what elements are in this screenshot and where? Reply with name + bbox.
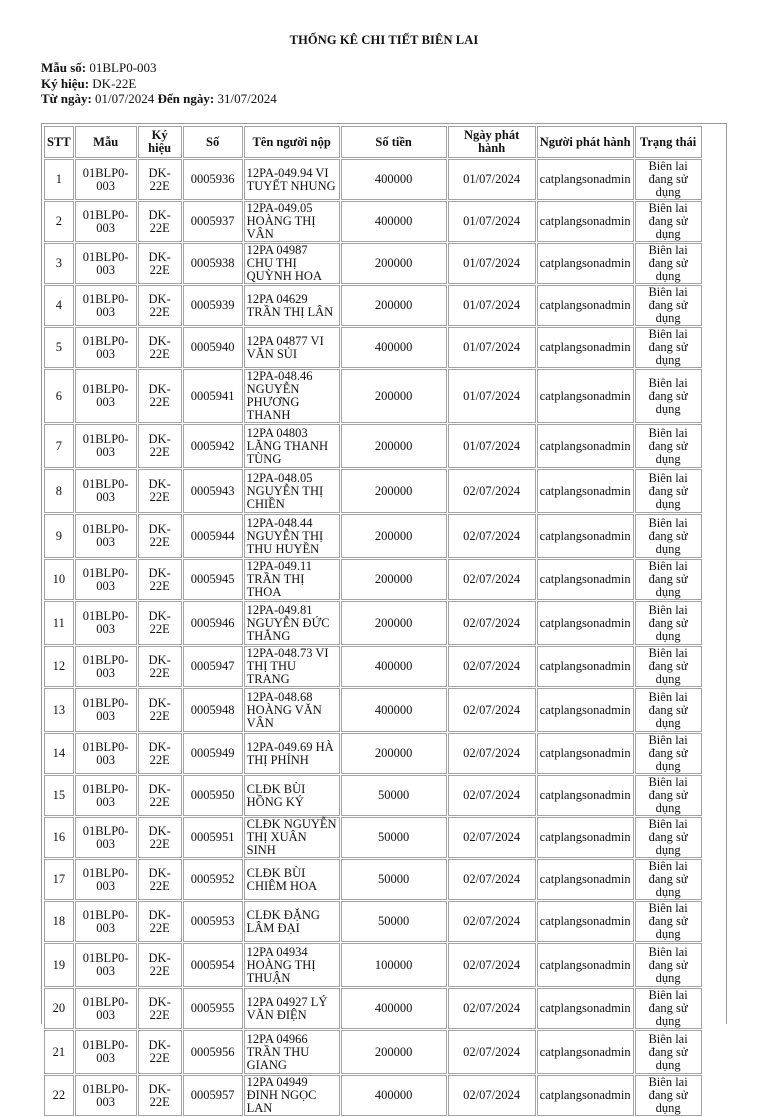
so-tien-cell: 400000	[341, 327, 447, 368]
ten-nguoi-nop-cell: 12PA-048.44 NGUYỄN THỊ THU HUYỀN	[244, 514, 340, 558]
so-cell: 0005957	[183, 1075, 243, 1116]
trang-thai-cell: Biên lai đang sử dụng	[635, 901, 702, 942]
so-cell: 0005941	[183, 369, 243, 423]
mau-cell: 01BLP0-003	[75, 901, 137, 942]
so-tien-cell: 50000	[341, 859, 447, 900]
so-cell: 0005940	[183, 327, 243, 368]
ten-nguoi-nop-cell: 12PA 04877 VI VĂN SỦI	[244, 327, 340, 368]
stt-cell: 7	[44, 424, 74, 468]
ten-nguoi-nop-cell: CLĐK BÙI HỒNG KÝ	[244, 775, 340, 816]
stt-cell: 20	[44, 988, 74, 1029]
receipt-table	[43, 125, 703, 1117]
nguoi-phat-hanh-cell: catplangsonadmin	[537, 159, 634, 200]
so-cell: 0005952	[183, 859, 243, 900]
mau-cell: 01BLP0-003	[75, 243, 137, 284]
ten-nguoi-nop-cell: 12PA-049.94 VI TUYẾT NHUNG	[244, 159, 340, 200]
so-cell: 0005955	[183, 988, 243, 1029]
ngay-phat-hanh-cell: 02/07/2024	[448, 733, 536, 774]
table-row	[44, 559, 702, 600]
ten-nguoi-nop-cell: 12PA-048.73 VI THỊ THU TRANG	[244, 646, 340, 687]
nguoi-phat-hanh-cell: catplangsonadmin	[537, 901, 634, 942]
nguoi-phat-hanh-cell: catplangsonadmin	[537, 943, 634, 987]
ky-hieu-cell: DK-22E	[138, 243, 182, 284]
mau-cell: 01BLP0-003	[75, 775, 137, 816]
receipt-table-frame	[41, 123, 727, 1115]
so-cell: 0005943	[183, 469, 243, 513]
stt-cell: 13	[44, 688, 74, 732]
stt-cell: 11	[44, 601, 74, 645]
stt-cell: 3	[44, 243, 74, 284]
nguoi-phat-hanh-cell: catplangsonadmin	[537, 514, 634, 558]
table-row	[44, 201, 702, 242]
so-cell: 0005938	[183, 243, 243, 284]
trang-thai-cell: Biên lai đang sử dụng	[635, 733, 702, 774]
ky-hieu-cell: DK-22E	[138, 775, 182, 816]
trang-thai-cell: Biên lai đang sử dụng	[635, 285, 702, 326]
series-label: Ký hiệu:	[41, 75, 90, 91]
ten-nguoi-nop-cell: CLĐK BÙI CHIÊM HOA	[244, 859, 340, 900]
so-cell: 0005953	[183, 901, 243, 942]
ky-hieu-cell: DK-22E	[138, 688, 182, 732]
mau-cell: 01BLP0-003	[75, 201, 137, 242]
trang-thai-cell: Biên lai đang sử dụng	[635, 327, 702, 368]
table-row	[44, 943, 702, 987]
table-row	[44, 733, 702, 774]
to-date-value: 31/07/2024	[217, 91, 277, 106]
col-so-tien-header: Số tiền	[341, 126, 447, 158]
to-date-label: Đến ngày:	[157, 91, 215, 106]
table-row	[44, 159, 702, 200]
table-row	[44, 601, 702, 645]
mau-cell: 01BLP0-003	[75, 285, 137, 326]
table-row	[44, 688, 702, 732]
ten-nguoi-nop-cell: 12PA 04949 ĐINH NGỌC LAN	[244, 1075, 340, 1116]
ky-hieu-cell: DK-22E	[138, 601, 182, 645]
ten-nguoi-nop-cell: 12PA-049.69 HÀ THỊ PHỈNH	[244, 733, 340, 774]
trang-thai-cell: Biên lai đang sử dụng	[635, 775, 702, 816]
ngay-phat-hanh-cell: 02/07/2024	[448, 514, 536, 558]
ky-hieu-cell: DK-22E	[138, 285, 182, 326]
so-tien-cell: 400000	[341, 1075, 447, 1116]
ky-hieu-cell: DK-22E	[138, 201, 182, 242]
ngay-phat-hanh-cell: 01/07/2024	[448, 243, 536, 284]
so-tien-cell: 400000	[341, 646, 447, 687]
trang-thai-cell: Biên lai đang sử dụng	[635, 469, 702, 513]
ngay-phat-hanh-cell: 02/07/2024	[448, 988, 536, 1029]
trang-thai-cell: Biên lai đang sử dụng	[635, 943, 702, 987]
stt-cell: 22	[44, 1075, 74, 1116]
stt-cell: 10	[44, 559, 74, 600]
ky-hieu-cell: DK-22E	[138, 327, 182, 368]
trang-thai-cell: Biên lai đang sử dụng	[635, 1075, 702, 1116]
so-tien-cell: 200000	[341, 559, 447, 600]
mau-cell: 01BLP0-003	[75, 688, 137, 732]
ngay-phat-hanh-cell: 02/07/2024	[448, 1075, 536, 1116]
so-cell: 0005949	[183, 733, 243, 774]
so-tien-cell: 200000	[341, 733, 447, 774]
trang-thai-cell: Biên lai đang sử dụng	[635, 559, 702, 600]
from-date-label: Từ ngày:	[41, 91, 92, 106]
nguoi-phat-hanh-cell: catplangsonadmin	[537, 469, 634, 513]
ten-nguoi-nop-cell: 12PA-049.05 HOÀNG THỊ VÂN	[244, 201, 340, 242]
nguoi-phat-hanh-cell: catplangsonadmin	[537, 285, 634, 326]
so-tien-cell: 200000	[341, 601, 447, 645]
stt-cell: 15	[44, 775, 74, 816]
table-row	[44, 285, 702, 326]
series-line	[41, 76, 277, 92]
so-tien-cell: 100000	[341, 943, 447, 987]
mau-cell: 01BLP0-003	[75, 1030, 137, 1074]
stt-cell: 21	[44, 1030, 74, 1074]
ngay-phat-hanh-cell: 02/07/2024	[448, 943, 536, 987]
ten-nguoi-nop-cell: 12PA 04629 TRẦN THỊ LÂN	[244, 285, 340, 326]
mau-cell: 01BLP0-003	[75, 369, 137, 423]
stt-cell: 1	[44, 159, 74, 200]
ngay-phat-hanh-cell: 02/07/2024	[448, 601, 536, 645]
table-row	[44, 469, 702, 513]
ky-hieu-cell: DK-22E	[138, 469, 182, 513]
col-so-header: Số	[183, 126, 243, 158]
so-tien-cell: 200000	[341, 514, 447, 558]
ten-nguoi-nop-cell: 12PA-048.68 HOÀNG VĂN VÂN	[244, 688, 340, 732]
page-title: THỐNG KÊ CHI TIẾT BIÊN LAI	[289, 33, 479, 47]
table-row	[44, 988, 702, 1029]
so-cell: 0005946	[183, 601, 243, 645]
ten-nguoi-nop-cell: 12PA 04927 LÝ VĂN ĐIỆN	[244, 988, 340, 1029]
col-stt-header: STT	[44, 126, 74, 158]
so-cell: 0005944	[183, 514, 243, 558]
form-number-line	[41, 60, 277, 76]
so-tien-cell: 50000	[341, 775, 447, 816]
nguoi-phat-hanh-cell: catplangsonadmin	[537, 859, 634, 900]
ngay-phat-hanh-cell: 01/07/2024	[448, 424, 536, 468]
table-row	[44, 424, 702, 468]
so-tien-cell: 400000	[341, 688, 447, 732]
trang-thai-cell: Biên lai đang sử dụng	[635, 988, 702, 1029]
col-ky-hieu-header: Ký hiệu	[138, 126, 182, 158]
so-cell: 0005948	[183, 688, 243, 732]
ngay-phat-hanh-cell: 02/07/2024	[448, 901, 536, 942]
nguoi-phat-hanh-cell: catplangsonadmin	[537, 424, 634, 468]
mau-cell: 01BLP0-003	[75, 469, 137, 513]
nguoi-phat-hanh-cell: catplangsonadmin	[537, 201, 634, 242]
nguoi-phat-hanh-cell: catplangsonadmin	[537, 369, 634, 423]
nguoi-phat-hanh-cell: catplangsonadmin	[537, 243, 634, 284]
mau-cell: 01BLP0-003	[75, 943, 137, 987]
ngay-phat-hanh-cell: 02/07/2024	[448, 688, 536, 732]
so-cell: 0005947	[183, 646, 243, 687]
table-row	[44, 901, 702, 942]
mau-cell: 01BLP0-003	[75, 1075, 137, 1116]
mau-cell: 01BLP0-003	[75, 733, 137, 774]
so-cell: 0005951	[183, 817, 243, 858]
ky-hieu-cell: DK-22E	[138, 514, 182, 558]
ngay-phat-hanh-cell: 01/07/2024	[448, 159, 536, 200]
from-date-value: 01/07/2024	[95, 91, 155, 106]
so-cell: 0005936	[183, 159, 243, 200]
ky-hieu-cell: DK-22E	[138, 943, 182, 987]
trang-thai-cell: Biên lai đang sử dụng	[635, 1030, 702, 1074]
stt-cell: 2	[44, 201, 74, 242]
mau-cell: 01BLP0-003	[75, 424, 137, 468]
stt-cell: 5	[44, 327, 74, 368]
col-trang-thai-header: Trạng thái	[635, 126, 702, 158]
nguoi-phat-hanh-cell: catplangsonadmin	[537, 988, 634, 1029]
ten-nguoi-nop-cell: 12PA 04987 CHU THỊ QUỲNH HOA	[244, 243, 340, 284]
ky-hieu-cell: DK-22E	[138, 988, 182, 1029]
so-tien-cell: 400000	[341, 159, 447, 200]
ngay-phat-hanh-cell: 02/07/2024	[448, 469, 536, 513]
mau-cell: 01BLP0-003	[75, 559, 137, 600]
trang-thai-cell: Biên lai đang sử dụng	[635, 601, 702, 645]
trang-thai-cell: Biên lai đang sử dụng	[635, 817, 702, 858]
nguoi-phat-hanh-cell: catplangsonadmin	[537, 733, 634, 774]
ngay-phat-hanh-cell: 02/07/2024	[448, 817, 536, 858]
ngay-phat-hanh-cell: 02/07/2024	[448, 559, 536, 600]
ky-hieu-cell: DK-22E	[138, 369, 182, 423]
form-number-value: 01BLP0-003	[89, 60, 157, 75]
so-tien-cell: 200000	[341, 243, 447, 284]
nguoi-phat-hanh-cell: catplangsonadmin	[537, 646, 634, 687]
nguoi-phat-hanh-cell: catplangsonadmin	[537, 601, 634, 645]
table-row	[44, 775, 702, 816]
stt-cell: 9	[44, 514, 74, 558]
table-row	[44, 514, 702, 558]
col-ten-nguoi-nop-header: Tên người nộp	[244, 126, 340, 158]
table-row	[44, 327, 702, 368]
so-cell: 0005954	[183, 943, 243, 987]
so-cell: 0005942	[183, 424, 243, 468]
nguoi-phat-hanh-cell: catplangsonadmin	[537, 1075, 634, 1116]
col-mau-header: Mẫu	[75, 126, 137, 158]
so-tien-cell: 200000	[341, 369, 447, 423]
ky-hieu-cell: DK-22E	[138, 1075, 182, 1116]
ten-nguoi-nop-cell: 12PA-048.05 NGUYỄN THỊ CHIỀN	[244, 469, 340, 513]
trang-thai-cell: Biên lai đang sử dụng	[635, 424, 702, 468]
ky-hieu-cell: DK-22E	[138, 559, 182, 600]
ngay-phat-hanh-cell: 01/07/2024	[448, 285, 536, 326]
trang-thai-cell: Biên lai đang sử dụng	[635, 243, 702, 284]
mau-cell: 01BLP0-003	[75, 646, 137, 687]
ngay-phat-hanh-cell: 02/07/2024	[448, 646, 536, 687]
ky-hieu-cell: DK-22E	[138, 817, 182, 858]
nguoi-phat-hanh-cell: catplangsonadmin	[537, 1030, 634, 1074]
so-cell: 0005945	[183, 559, 243, 600]
nguoi-phat-hanh-cell: catplangsonadmin	[537, 817, 634, 858]
table-row	[44, 1075, 702, 1116]
ky-hieu-cell: DK-22E	[138, 646, 182, 687]
ten-nguoi-nop-cell: 12PA 04803 LĂNG THANH TÙNG	[244, 424, 340, 468]
ten-nguoi-nop-cell: 12PA-049.11 TRẦN THỊ THOA	[244, 559, 340, 600]
so-tien-cell: 200000	[341, 1030, 447, 1074]
mau-cell: 01BLP0-003	[75, 601, 137, 645]
form-number-label: Mẫu số:	[41, 60, 87, 75]
stt-cell: 16	[44, 817, 74, 858]
nguoi-phat-hanh-cell: catplangsonadmin	[537, 327, 634, 368]
ngay-phat-hanh-cell: 01/07/2024	[448, 369, 536, 423]
so-tien-cell: 200000	[341, 285, 447, 326]
table-row	[44, 369, 702, 423]
table-row	[44, 1030, 702, 1074]
series-value: DK-22E	[92, 75, 137, 91]
ten-nguoi-nop-cell: CLĐK NGUYỄN THỊ XUÂN SINH	[244, 817, 340, 858]
col-ngay-phat-hanh-header: Ngày phát hành	[448, 126, 536, 158]
so-tien-cell: 200000	[341, 469, 447, 513]
so-cell: 0005950	[183, 775, 243, 816]
trang-thai-cell: Biên lai đang sử dụng	[635, 201, 702, 242]
trang-thai-cell: Biên lai đang sử dụng	[635, 646, 702, 687]
stt-cell: 4	[44, 285, 74, 326]
so-tien-cell: 200000	[341, 424, 447, 468]
nguoi-phat-hanh-cell: catplangsonadmin	[537, 559, 634, 600]
stt-cell: 17	[44, 859, 74, 900]
so-tien-cell: 50000	[341, 817, 447, 858]
so-tien-cell: 50000	[341, 901, 447, 942]
stt-cell: 14	[44, 733, 74, 774]
trang-thai-cell: Biên lai đang sử dụng	[635, 688, 702, 732]
stt-cell: 12	[44, 646, 74, 687]
ky-hieu-cell: DK-22E	[138, 859, 182, 900]
table-body	[44, 159, 702, 1116]
trang-thai-cell: Biên lai đang sử dụng	[635, 159, 702, 200]
ky-hieu-cell: DK-22E	[138, 1030, 182, 1074]
so-cell: 0005956	[183, 1030, 243, 1074]
table-header-row	[44, 126, 702, 158]
ngay-phat-hanh-cell: 01/07/2024	[448, 201, 536, 242]
ten-nguoi-nop-cell: 12PA-049.81 NGUYỄN ĐỨC THẮNG	[244, 601, 340, 645]
ky-hieu-cell: DK-22E	[138, 159, 182, 200]
nguoi-phat-hanh-cell: catplangsonadmin	[537, 688, 634, 732]
trang-thai-cell: Biên lai đang sử dụng	[635, 369, 702, 423]
stt-cell: 18	[44, 901, 74, 942]
table-row	[44, 859, 702, 900]
ky-hieu-cell: DK-22E	[138, 901, 182, 942]
date-range-line	[41, 91, 277, 107]
so-cell: 0005939	[183, 285, 243, 326]
stt-cell: 19	[44, 943, 74, 987]
ngay-phat-hanh-cell: 02/07/2024	[448, 775, 536, 816]
trang-thai-cell: Biên lai đang sử dụng	[635, 859, 702, 900]
so-tien-cell: 400000	[341, 201, 447, 242]
mau-cell: 01BLP0-003	[75, 988, 137, 1029]
table-row	[44, 646, 702, 687]
so-tien-cell: 400000	[341, 988, 447, 1029]
table-row	[44, 817, 702, 858]
stt-cell: 6	[44, 369, 74, 423]
ten-nguoi-nop-cell: 12PA-048.46 NGUYỄN PHƯƠNG THANH	[244, 369, 340, 423]
table-row	[44, 243, 702, 284]
trang-thai-cell: Biên lai đang sử dụng	[635, 514, 702, 558]
mau-cell: 01BLP0-003	[75, 859, 137, 900]
nguoi-phat-hanh-cell: catplangsonadmin	[537, 775, 634, 816]
stt-cell: 8	[44, 469, 74, 513]
ten-nguoi-nop-cell: 12PA 04934 HOÀNG THỊ THUẬN	[244, 943, 340, 987]
col-nguoi-phat-hanh-header: Người phát hành	[537, 126, 634, 158]
ngay-phat-hanh-cell: 02/07/2024	[448, 1030, 536, 1074]
so-cell: 0005937	[183, 201, 243, 242]
ky-hieu-cell: DK-22E	[138, 733, 182, 774]
ten-nguoi-nop-cell: 12PA 04966 TRẦN THU GIANG	[244, 1030, 340, 1074]
ten-nguoi-nop-cell: CLĐK ĐẶNG LÂM ĐẠI	[244, 901, 340, 942]
mau-cell: 01BLP0-003	[75, 327, 137, 368]
ngay-phat-hanh-cell: 01/07/2024	[448, 327, 536, 368]
mau-cell: 01BLP0-003	[75, 159, 137, 200]
mau-cell: 01BLP0-003	[75, 817, 137, 858]
mau-cell: 01BLP0-003	[75, 514, 137, 558]
document-meta	[41, 60, 277, 107]
ky-hieu-cell: DK-22E	[138, 424, 182, 468]
ngay-phat-hanh-cell: 02/07/2024	[448, 859, 536, 900]
